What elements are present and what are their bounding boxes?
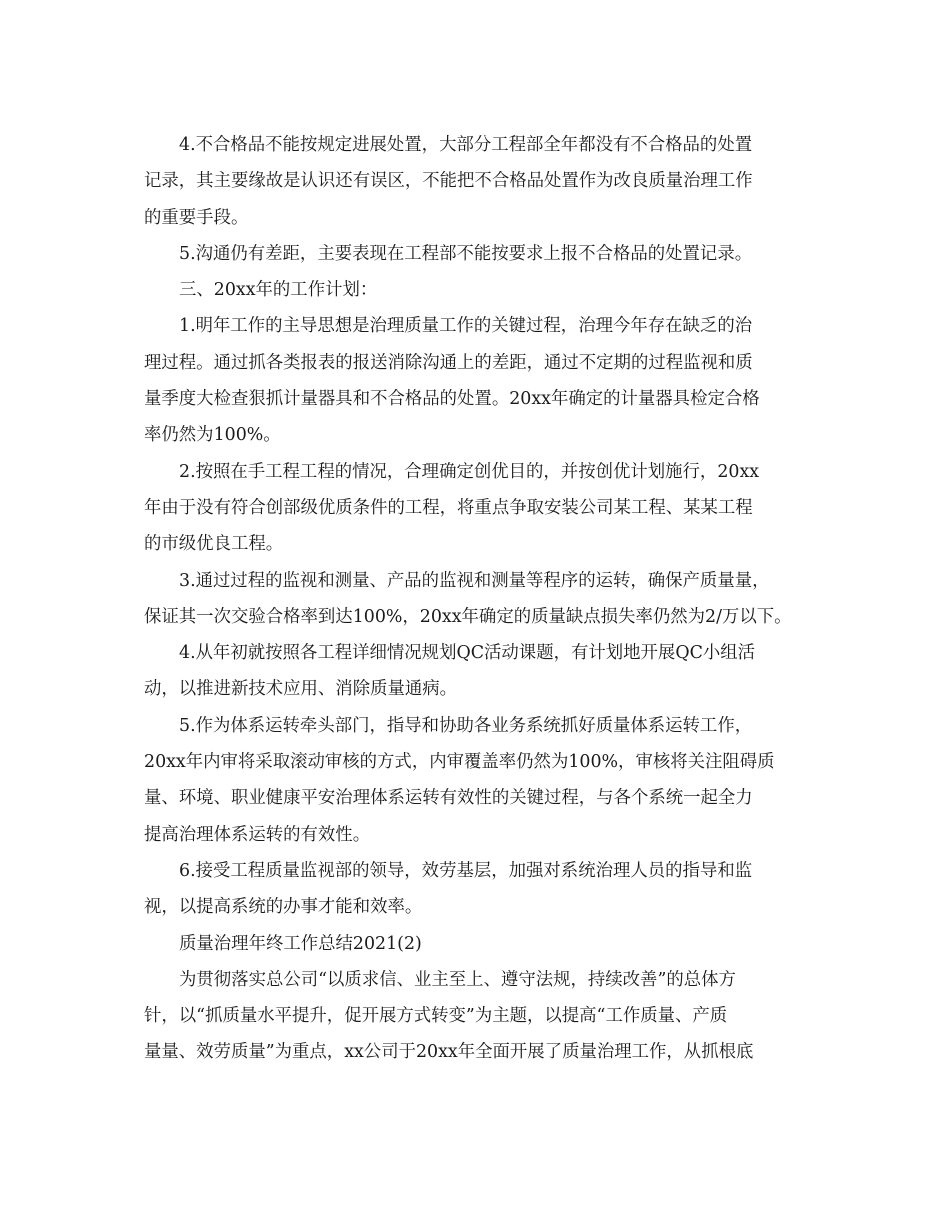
text-line: 量量、效劳质量”为重点，xx公司于20xx年全面开展了质量治理工作，从抓根底 — [144, 1042, 754, 1063]
text-line: 的重要手段。 — [144, 207, 249, 228]
text-line: 3.通过过程的监视和测量、产品的监视和测量等程序的运转，确保产质量量， — [179, 570, 770, 591]
text-line: 20xx年内审将采取滚动审核的方式，内审覆盖率仍然为100%，审核将关注阻碍质 — [144, 752, 775, 773]
text-line: 1.明年工作的主导思想是治理质量工作的关键过程，治理今年存在缺乏的治 — [179, 316, 753, 337]
text-line: 量、环境、职业健康平安治理体系运转有效性的关键过程，与各个系统一起全力 — [144, 788, 753, 809]
text-line: 4.从年初就按照各工程详细情况规划QC活动课题，有计划地开展QC小组活 — [179, 643, 756, 664]
text-line: 质量治理年终工作总结2021(2) — [179, 933, 422, 954]
text-line: 5.沟通仍有差距，主要表现在工程部不能按要求上报不合格品的处置记录。 — [179, 243, 753, 264]
text-line: 理过程。通过抓各类报表的报送消除沟通上的差距，通过不定期的过程监视和质 — [144, 352, 753, 373]
text-line: 4.不合格品不能按规定进展处置，大部分工程部全年都没有不合格品的处置 — [179, 135, 753, 155]
text-line: 5.作为体系运转牵头部门，指导和协助各业务系统抓好质量体系运转工作， — [179, 715, 753, 736]
text-line: 动，以推进新技术应用、消除质量通病。 — [144, 679, 458, 700]
text-line: 保证其一次交验合格率到达100%，20xx年确定的质量缺点损失率仍然为2/万以下。 — [144, 606, 792, 627]
text-line: 三、20xx年的工作计划： — [179, 280, 378, 301]
text-line: 视，以提高系统的办事才能和效率。 — [144, 897, 423, 918]
document-body — [144, 127, 834, 1071]
text-line: 提高治理体系运转的有效性。 — [144, 824, 371, 845]
text-line: 2.按照在手工程工程的情况，合理确定创优目的，并按创优计划施行，20xx — [179, 461, 760, 482]
text-line: 记录，其主要缘故是认识还有误区，不能把不合格品处置作为改良质量治理工作 — [144, 171, 753, 192]
text-line: 率仍然为100%。 — [144, 425, 281, 446]
text-line: 为贯彻落实总公司“以质求信、业主至上、遵守法规，持续改善”的总体方 — [179, 969, 736, 990]
text-line: 6.接受工程质量监视部的领导，效劳基层，加强对系统治理人员的指导和监 — [179, 860, 753, 881]
text-line: 年由于没有符合创部级优质条件的工程，将重点争取安装公司某工程、某某工程 — [144, 497, 753, 518]
text-line: 的市级优良工程。 — [144, 534, 284, 555]
text-line: 量季度大检查狠抓计量器具和不合格品的处置。20xx年确定的计量器具检定合格 — [144, 389, 760, 410]
text-line: 针，以“抓质量水平提升，促开展方式转变”为主题，以提高“工作质量、产质 — [144, 1006, 728, 1027]
